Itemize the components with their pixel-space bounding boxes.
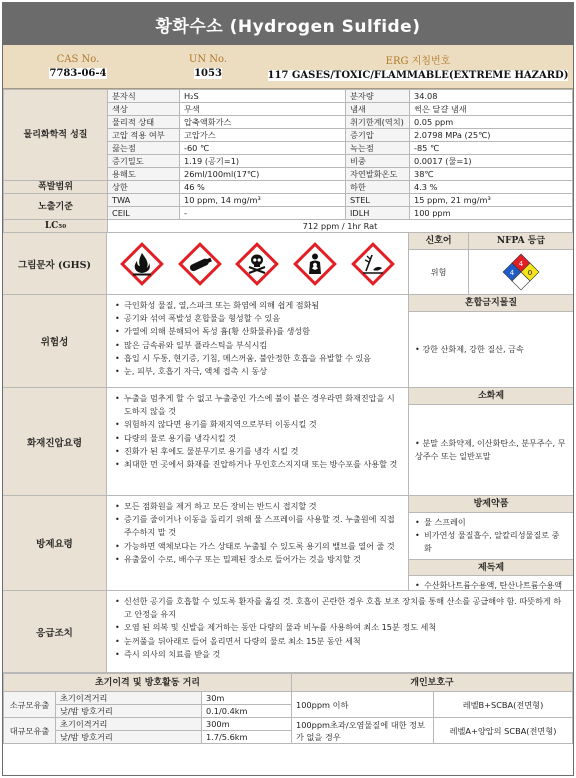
prop-key: 냄새 <box>346 103 410 116</box>
prop-value: -60 ℃ <box>180 142 346 155</box>
explosive-label: 폭발범위 <box>4 181 108 194</box>
list-item: • 신선한 공기를 호흡할 수 있도록 환자를 옮길 것. 호흡이 곤란한 경우 호흡 보조 장치를 통해 산소를 공급해야 함. 따뜻하게 하고 안정을 유지 <box>115 595 567 621</box>
list-item: • 가능하면 액체보다는 가스 상태로 누출될 수 있도록 용기의 밸브를 열어 줄 것 <box>115 540 402 553</box>
prevention-block <box>3 496 573 591</box>
prop-key: 끓는점 <box>108 142 180 155</box>
nfpa-label: NFPA 등급 <box>469 233 573 250</box>
decontaminant-list <box>415 579 567 592</box>
distance-key: 낮/밤 방호거리 <box>56 705 202 718</box>
hazard-block <box>3 295 573 388</box>
prop-key: 자연발화온도 <box>346 168 410 181</box>
prop-value: 썩은 달걀 냄새 <box>410 103 573 116</box>
list-item: • 오염 된 의복 및 신발을 제거하는 동안 다량의 물과 비누를 사용하여 최소 15분 정도 세척 <box>115 621 567 634</box>
list-item: • 즉시 의사의 치료를 받을 것 <box>115 648 567 661</box>
prop-value: 26ml/100ml(17℃) <box>180 168 346 181</box>
firstaid-label: 응급조치 <box>3 591 107 672</box>
nfpa-health: 4 <box>509 269 515 277</box>
list-item: • 최대한 먼 곳에서 화재를 진압하거나 무인호스지지대 또는 방수포를 사용할 것 <box>115 458 402 471</box>
exposure-label: 노출기준 <box>4 194 108 220</box>
firstaid-block <box>3 591 573 673</box>
prop-key: 분자식 <box>108 90 180 103</box>
nfpa-diamond-icon <box>501 252 541 292</box>
prop-value: 무색 <box>180 103 346 116</box>
health-hazard-icon <box>293 242 337 286</box>
ppe-level: 레벨A+양압의 SCBA(전면형) <box>434 718 573 744</box>
list-item: • 누출을 멈추게 할 수 없고 누출중인 가스에 불이 붙은 경우라면 화재진압을 시도하지 않을 것 <box>115 392 402 418</box>
prop-key: 녹는점 <box>346 142 410 155</box>
exposure-key: IDLH <box>346 207 410 220</box>
prop-value: 0.05 ppm <box>410 116 573 129</box>
distance-value: 0.1/0.4km <box>202 705 292 718</box>
property-table <box>3 89 573 233</box>
list-item: • 물 스프레이 <box>415 516 567 529</box>
distance-key: 초기이격거리 <box>56 692 202 705</box>
prevention-list <box>115 500 402 566</box>
explosive-lower-value: 4.3 % <box>410 181 573 194</box>
prop-value: 압축액화가스 <box>180 116 346 129</box>
lc50-value: 712 ppm / 1hr Rat <box>108 220 573 233</box>
nfpa-block <box>469 233 573 294</box>
signal-word-value: 위험 <box>430 266 447 277</box>
lc50-label: LC₅₀ <box>4 220 108 233</box>
hazard-label: 위험성 <box>3 295 107 387</box>
prop-value: 38℃ <box>410 168 573 181</box>
distance-key: 초기이격거리 <box>56 718 202 731</box>
decontaminant-label: 제독제 <box>409 559 573 576</box>
prop-key: 취기한계(역치) <box>346 116 410 129</box>
list-item: • 다량의 물로 용기를 냉각시킬 것 <box>115 432 402 445</box>
prop-value: 0.0017 (물=1) <box>410 155 573 168</box>
firstaid-list <box>115 595 567 661</box>
nfpa-fire: 4 <box>518 260 524 268</box>
list-item: • 흡입 시 두통, 현기증, 기침, 메스꺼움, 불안정한 호흡을 유발할 수 있음 <box>115 352 402 365</box>
signal-word-label: 신호어 <box>409 233 468 250</box>
explosive-upper-value: 46 % <box>180 181 346 194</box>
list-item: • 증기를 줄이거나 이동을 돌리기 위해 물 스프레이를 사용할 것. 누출원에 직접 주수하지 말 것 <box>115 513 402 539</box>
agents-list <box>415 516 567 556</box>
distance-value: 300m <box>202 718 292 731</box>
list-item: • 가열에 의해 분해되어 독성 흄(황 산화물류)를 생성함 <box>115 325 402 338</box>
distance-header: 초기이격 및 방호활동 거리 <box>4 674 292 692</box>
un-block <box>153 45 263 88</box>
ppe-condition: 100ppm초과/오염물질에 대한 정보가 없을 경우 <box>292 718 434 744</box>
physchem-label: 물리화학적 성질 <box>4 90 108 181</box>
incompatible-label: 혼합금지물질 <box>409 295 573 312</box>
ppe-header: 개인보호구 <box>292 674 573 692</box>
ghs-row <box>3 233 573 295</box>
erg-label: ERG 지침번호 <box>385 56 451 67</box>
cas-label: CAS No. <box>56 54 100 65</box>
prop-key: 물리적 상태 <box>108 116 180 129</box>
distance-ppe-table <box>3 673 573 744</box>
ppe-condition: 100ppm 이하 <box>292 692 434 718</box>
prop-key: 비중 <box>346 155 410 168</box>
nfpa-reactivity: 0 <box>527 269 533 277</box>
exposure-key: CEIL <box>108 207 180 220</box>
prop-key: 색상 <box>108 103 180 116</box>
environment-icon <box>351 242 395 286</box>
prop-key: 분자량 <box>346 90 410 103</box>
exposure-value: - <box>180 207 346 220</box>
exposure-key: STEL <box>346 194 410 207</box>
erg-block <box>263 45 573 88</box>
small-spill-label: 소규모유출 <box>4 692 56 718</box>
extinguisher-value: • 분말 소화약제, 이산화탄소, 분무주수, 무상주수 또는 일반포말 <box>415 438 566 461</box>
prop-value: 34.08 <box>410 90 573 103</box>
list-item: • 비가연성 물질흡수, 알칼리성물질로 중화 <box>415 529 567 555</box>
hazard-list <box>115 299 402 378</box>
un-value: 1053 <box>194 68 222 79</box>
cas-block <box>3 45 153 88</box>
fire-label: 화재진압요령 <box>3 388 107 495</box>
prop-key: 용해도 <box>108 168 180 181</box>
explosive-upper-key: 상한 <box>108 181 180 194</box>
prop-key: 증기밀도 <box>108 155 180 168</box>
exposure-value: 10 ppm, 14 mg/m³ <box>180 194 346 207</box>
list-item: • 수산화나트륨수용액, 탄산나트륨수용액 <box>415 579 567 592</box>
ppe-level: 레벨B+SCBA(전면형) <box>434 692 573 718</box>
ghs-pictograms <box>107 233 409 294</box>
un-label: UN No. <box>188 54 228 65</box>
list-item: • 유출물이 수로, 배수구 또는 밀폐된 장소로 들어가는 것을 방지할 것 <box>115 553 402 566</box>
prop-key: 증기압 <box>346 129 410 142</box>
incompatible-value: • 강한 산화제, 강한 질산, 금속 <box>415 344 524 354</box>
list-item: • 진화가 된 후에도 물분무기로 용기를 냉각 시킬 것 <box>115 445 402 458</box>
list-item: • 눈, 피부, 호흡기 자극, 액체 접촉 시 동상 <box>115 365 402 378</box>
agents-label: 방제약품 <box>409 496 573 513</box>
fire-list <box>115 392 402 471</box>
fire-block <box>3 388 573 496</box>
signal-word-block <box>409 233 469 294</box>
list-item: • 눈꺼풀을 뒤아래로 들어 올리면서 다량의 물로 최소 15분 동안 세척 <box>115 635 567 648</box>
gas-cylinder-icon <box>178 242 222 286</box>
list-item: • 극인화성 물질, 열,스파크 또는 화염에 의해 쉽게 점화됨 <box>115 299 402 312</box>
prop-value: 고압가스 <box>180 129 346 142</box>
list-item: • 공기와 섞여 폭발성 혼합물을 형성할 수 있음 <box>115 312 402 325</box>
prop-key: 고압 적용 여부 <box>108 129 180 142</box>
exposure-value: 15 ppm, 21 mg/m³ <box>410 194 573 207</box>
prop-value: 1.19 (공기=1) <box>180 155 346 168</box>
prop-value: H₂S <box>180 90 346 103</box>
erg-value: 117 GASES/TOXIC/FLAMMABLE(EXTREME HAZARD) <box>267 70 569 81</box>
identifier-bar <box>3 45 573 89</box>
exposure-key: TWA <box>108 194 180 207</box>
prevention-label: 방제요령 <box>3 496 107 590</box>
extinguisher-label: 소화제 <box>409 388 573 405</box>
distance-key: 낮/밤 방호거리 <box>56 731 202 744</box>
list-item: • 많은 금속류와 일부 플라스틱을 부식시킴 <box>115 339 402 352</box>
prop-value: -85 ℃ <box>410 142 573 155</box>
distance-value: 1.7/5.6km <box>202 731 292 744</box>
page-title: 황화수소 (Hydrogen Sulfide) <box>3 3 573 45</box>
distance-value: 30m <box>202 692 292 705</box>
explosive-lower-key: 하한 <box>346 181 410 194</box>
large-spill-label: 대규모유출 <box>4 718 56 744</box>
ghs-label: 그림문자 (GHS) <box>3 233 107 294</box>
flame-icon <box>120 242 164 286</box>
list-item: • 위험하지 않다면 용기를 화재지역으로부터 이동시킬 것 <box>115 418 402 431</box>
prop-value: 2.0798 MPa (25℃) <box>410 129 573 142</box>
msds-sheet <box>2 2 574 776</box>
skull-crossbones-icon <box>235 242 279 286</box>
list-item: • 모든 점화원을 제거 하고 모든 장비는 반드시 접지할 것 <box>115 500 402 513</box>
exposure-value: 100 ppm <box>410 207 573 220</box>
cas-value: 7783-06-4 <box>49 68 107 79</box>
